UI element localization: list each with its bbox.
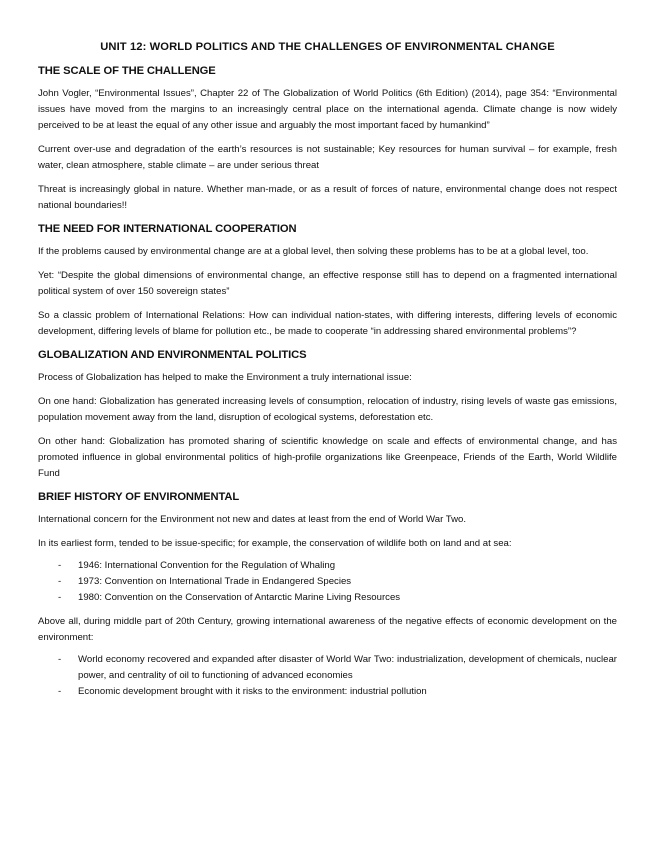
paragraph: Threat is increasingly global in nature. Whether man-made, or as a result of forces of nature, environmental change does not respect national boundaries!! <box>38 184 617 211</box>
paragraph: John Vogler, “Environmental Issues”, Chapter 22 of The Globalization of World Politics (6th Edition) (2014), page 354: “Environmental issues have moved from the margins to an increasingly central place on the international agenda. Climate change is now widely perceived to be at least the equal of any other issue and arguably the most important faced by humankind” <box>38 88 617 131</box>
section-scale <box>38 64 617 214</box>
dash-bullet-icon: - <box>58 686 62 697</box>
list-item-text: World economy recovered and expanded after disaster of World War Two: industrialization, development of chemicals, nuclear power, and centrality of oil to functioning of advanced economies <box>78 654 617 681</box>
section-globalization <box>38 348 617 482</box>
paragraph: So a classic problem of International Relations: How can individual nation-states, with differing interests, differing levels of economic development, differing levels of blame for pollution etc., be made to cooperate “in addressing shared environmental problems”? <box>38 310 617 337</box>
list-item-text: 1946: International Convention for the Regulation of Whaling <box>78 560 336 571</box>
page-title: UNIT 12: WORLD POLITICS AND THE CHALLENGES OF ENVIRONMENTAL CHANGE <box>100 41 555 53</box>
convention-list <box>38 558 617 606</box>
effects-list <box>38 652 617 700</box>
list-item-text: Economic development brought with it risks to the environment: industrial pollution <box>78 686 427 697</box>
section-heading-cooperation: THE NEED FOR INTERNATIONAL COOPERATION <box>38 223 297 235</box>
section-cooperation <box>38 222 617 340</box>
paragraph: If the problems caused by environmental change are at a global level, then solving these problems has to be at a global level, too. <box>38 246 589 257</box>
dash-bullet-icon: - <box>58 654 62 665</box>
paragraph: On one hand: Globalization has generated increasing levels of consumption, relocation of industry, rising levels of waste gas emissions, population movement away from the land, disruption of ecological systems, deforestation etc. <box>38 396 617 423</box>
list-item <box>38 590 617 606</box>
section-heading-scale: THE SCALE OF THE CHALLENGE <box>38 65 216 77</box>
list-item <box>38 652 617 684</box>
list-item <box>38 684 617 700</box>
list-item <box>38 574 617 590</box>
paragraph: In its earliest form, tended to be issue-specific; for example, the conservation of wildlife both on land and at sea: <box>38 538 512 549</box>
paragraph: Process of Globalization has helped to make the Environment a truly international issue: <box>38 372 412 383</box>
list-item <box>38 558 617 574</box>
section-heading-globalization: GLOBALIZATION AND ENVIRONMENTAL POLITICS <box>38 349 307 361</box>
dash-bullet-icon: - <box>58 592 62 603</box>
dash-bullet-icon: - <box>58 576 62 587</box>
paragraph: Yet: “Despite the global dimensions of environmental change, an effective response still has to depend on a fragmented international political system of over 150 sovereign states” <box>38 270 617 297</box>
paragraph: On other hand: Globalization has promoted sharing of scientific knowledge on scale and effects of environmental change, and has promoted influence in global environmental politics of high-profile organizations like Greenpeace, Friends of the Earth, World Wildlife Fund <box>38 436 617 479</box>
section-heading-history: BRIEF HISTORY OF ENVIRONMENTAL <box>38 491 240 503</box>
dash-bullet-icon: - <box>58 560 62 571</box>
document-page <box>38 40 617 708</box>
paragraph: Current over-use and degradation of the earth’s resources is not sustainable; Key resources for human survival – for example, fresh water, clean atmosphere, stable climate – are under serious threat <box>38 144 617 171</box>
paragraph: Above all, during middle part of 20th Century, growing international awareness of the negative effects of economic development on the environment: <box>38 616 617 643</box>
paragraph: International concern for the Environment not new and dates at least from the end of World War Two. <box>38 514 467 525</box>
list-item-text: 1980: Convention on the Conservation of Antarctic Marine Living Resources <box>78 592 401 603</box>
section-history <box>38 490 617 700</box>
list-item-text: 1973: Convention on International Trade in Endangered Species <box>78 576 352 587</box>
